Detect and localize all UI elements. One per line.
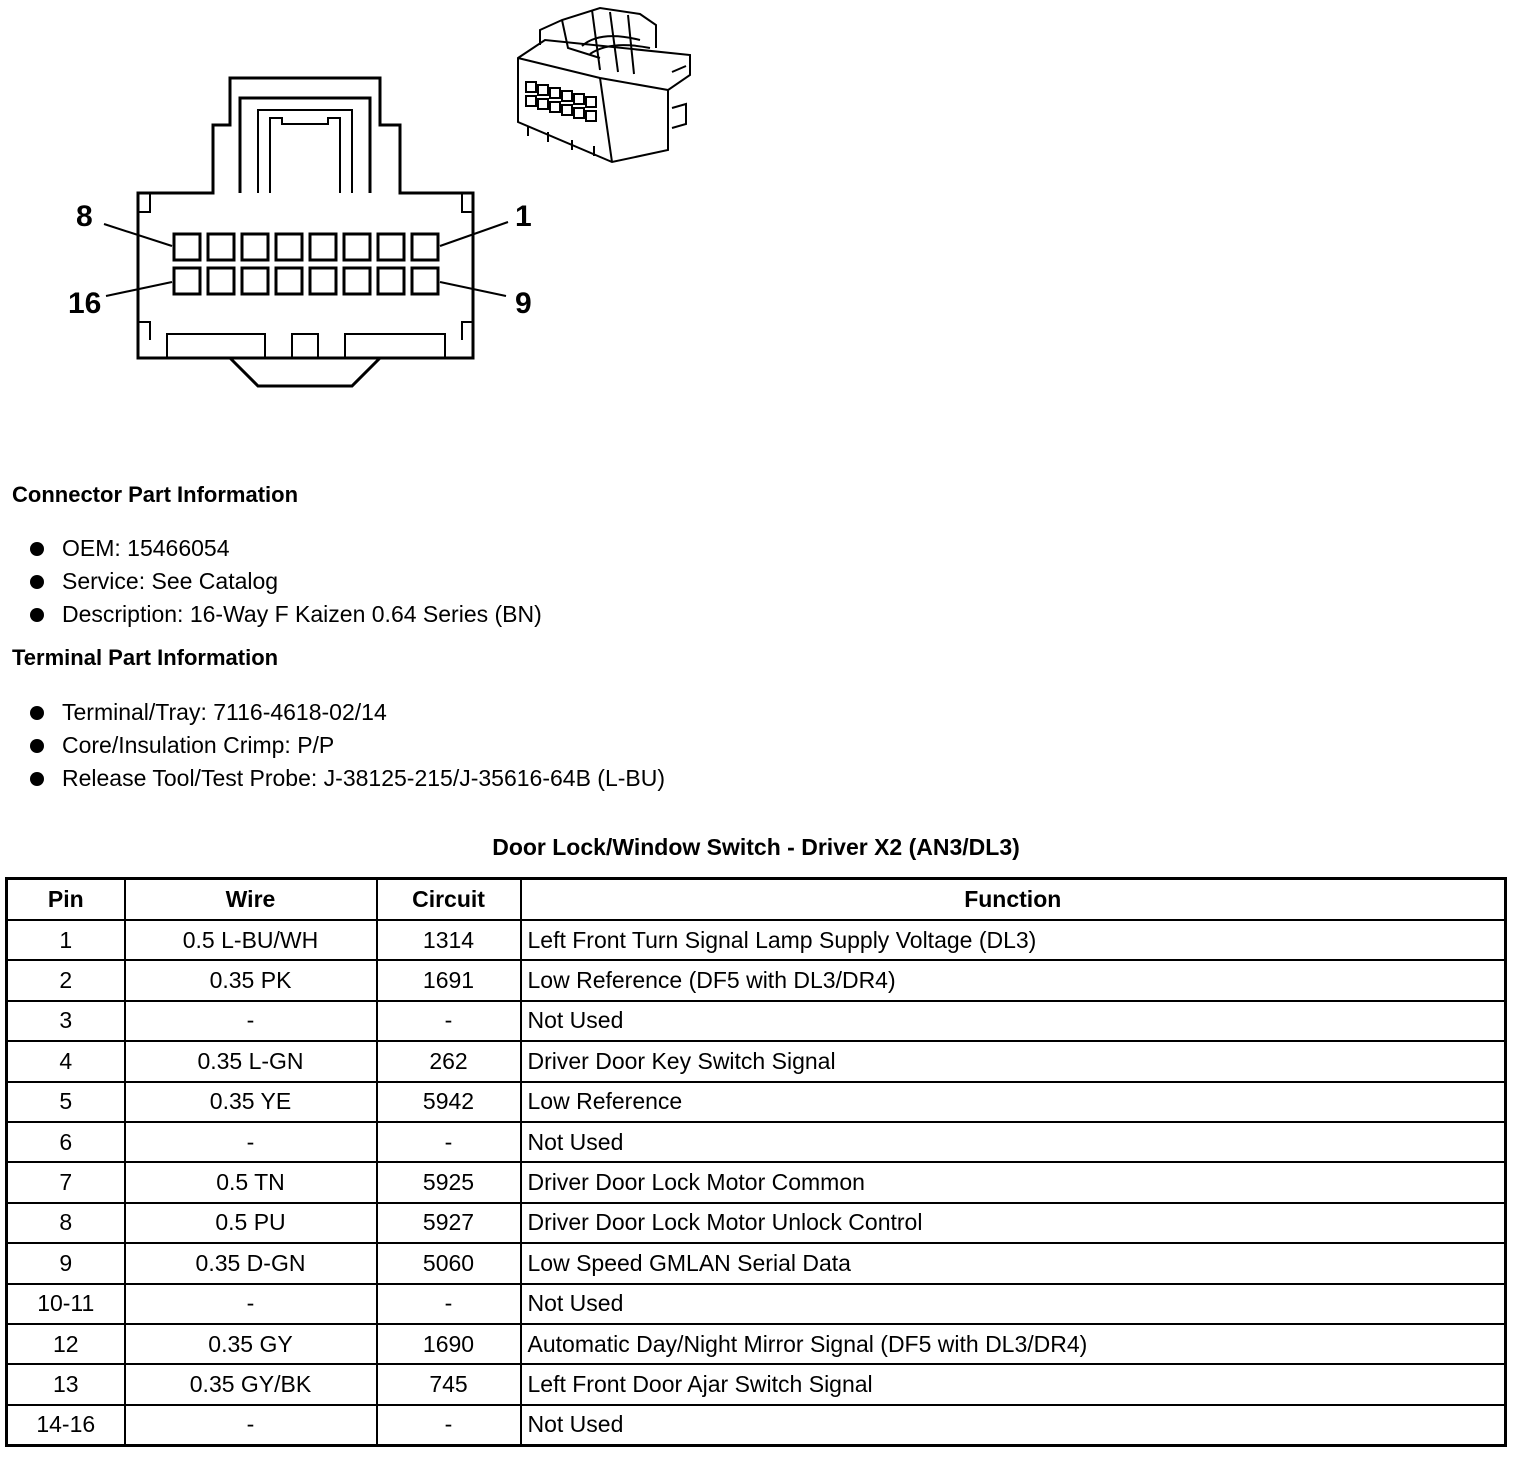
- terminal-info-heading: Terminal Part Information: [12, 645, 279, 670]
- list-item: Service: See Catalog: [30, 565, 542, 598]
- cell-pin: 3: [7, 1001, 125, 1041]
- cell-pin: 1: [7, 920, 125, 960]
- cell-pin: 10-11: [7, 1284, 125, 1324]
- cell-wire: 0.35 D-GN: [125, 1243, 377, 1283]
- table-row: [7, 1364, 1506, 1404]
- cell-pin: 12: [7, 1324, 125, 1364]
- cell-wire: 0.5 TN: [125, 1162, 377, 1202]
- table-row: [7, 1001, 1506, 1041]
- bullet-icon: [30, 575, 44, 589]
- bullet-icon: [30, 706, 44, 720]
- cell-circuit: 262: [377, 1041, 521, 1081]
- cell-pin: 7: [7, 1162, 125, 1202]
- cell-circuit: -: [377, 1284, 521, 1324]
- header-function: Function: [521, 879, 1506, 921]
- pin-leaders: [104, 222, 508, 296]
- connector-face: [138, 78, 473, 386]
- table-row: [7, 1405, 1506, 1446]
- header-pin: Pin: [7, 879, 125, 921]
- cell-function: Driver Door Lock Motor Unlock Control: [521, 1203, 1506, 1243]
- cell-wire: -: [125, 1284, 377, 1324]
- list-item: Description: 16-Way F Kaizen 0.64 Series (BN): [30, 598, 542, 631]
- table-row: [7, 1324, 1506, 1364]
- cell-function: Not Used: [521, 1405, 1506, 1446]
- cell-pin: 4: [7, 1041, 125, 1081]
- table-body: [7, 920, 1506, 1446]
- table-row: [7, 1122, 1506, 1162]
- cell-function: Low Reference (DF5 with DL3/DR4): [521, 960, 1506, 1000]
- pinout-table: [5, 877, 1507, 1447]
- table-header-row: [7, 879, 1506, 921]
- bullet-icon: [30, 772, 44, 786]
- cell-function: Left Front Door Ajar Switch Signal: [521, 1364, 1506, 1404]
- cell-circuit: -: [377, 1405, 521, 1446]
- cell-pin: 5: [7, 1082, 125, 1122]
- table-row: [7, 960, 1506, 1000]
- cell-wire: -: [125, 1122, 377, 1162]
- table-row: [7, 920, 1506, 960]
- cell-wire: 0.35 PK: [125, 960, 377, 1000]
- cell-wire: 0.5 PU: [125, 1203, 377, 1243]
- cell-circuit: -: [377, 1001, 521, 1041]
- header-wire: Wire: [125, 879, 377, 921]
- cell-function: Driver Door Lock Motor Common: [521, 1162, 1506, 1202]
- cell-pin: 2: [7, 960, 125, 1000]
- connector-3d-view: [518, 8, 690, 162]
- cell-circuit: 5060: [377, 1243, 521, 1283]
- cell-circuit: 1314: [377, 920, 521, 960]
- pin-label-9: 9: [515, 287, 532, 320]
- cell-wire: 0.35 YE: [125, 1082, 377, 1122]
- cell-circuit: 1691: [377, 960, 521, 1000]
- cell-pin: 9: [7, 1243, 125, 1283]
- cell-pin: 8: [7, 1203, 125, 1243]
- header-circuit: Circuit: [377, 879, 521, 921]
- cell-function: Left Front Turn Signal Lamp Supply Voltage (DL3): [521, 920, 1506, 960]
- cell-circuit: -: [377, 1122, 521, 1162]
- cell-wire: -: [125, 1405, 377, 1446]
- bullet-icon: [30, 739, 44, 753]
- cell-function: Low Speed GMLAN Serial Data: [521, 1243, 1506, 1283]
- cell-circuit: 1690: [377, 1324, 521, 1364]
- list-item: Terminal/Tray: 7116-4618-02/14: [30, 696, 665, 729]
- cell-function: Driver Door Key Switch Signal: [521, 1041, 1506, 1081]
- list-item: Release Tool/Test Probe: J-38125-215/J-35616-64B (L-BU): [30, 762, 665, 795]
- cell-wire: 0.35 GY: [125, 1324, 377, 1364]
- cell-pin: 6: [7, 1122, 125, 1162]
- cell-circuit: 745: [377, 1364, 521, 1404]
- cell-function: Automatic Day/Night Mirror Signal (DF5 with DL3/DR4): [521, 1324, 1506, 1364]
- cell-function: Low Reference: [521, 1082, 1506, 1122]
- terminal-info-list: [30, 696, 665, 795]
- bullet-icon: [30, 542, 44, 556]
- connector-diagram: [0, 0, 760, 420]
- connector-info-heading: Connector Part Information: [12, 482, 299, 507]
- cell-function: Not Used: [521, 1284, 1506, 1324]
- cell-pin: 13: [7, 1364, 125, 1404]
- cell-function: Not Used: [521, 1001, 1506, 1041]
- cell-circuit: 5942: [377, 1082, 521, 1122]
- table-title: Door Lock/Window Switch - Driver X2 (AN3/DL3): [492, 834, 1020, 860]
- pin-label-8: 8: [76, 200, 93, 233]
- table-row: [7, 1082, 1506, 1122]
- cell-circuit: 5925: [377, 1162, 521, 1202]
- list-item: Core/Insulation Crimp: P/P: [30, 729, 665, 762]
- cell-circuit: 5927: [377, 1203, 521, 1243]
- list-item: OEM: 15466054: [30, 532, 542, 565]
- pin-label-1: 1: [515, 200, 532, 233]
- cell-wire: 0.35 GY/BK: [125, 1364, 377, 1404]
- cell-wire: 0.5 L-BU/WH: [125, 920, 377, 960]
- cell-pin: 14-16: [7, 1405, 125, 1446]
- cell-wire: 0.35 L-GN: [125, 1041, 377, 1081]
- table-row: [7, 1203, 1506, 1243]
- cell-function: Not Used: [521, 1122, 1506, 1162]
- pin-cavities: [174, 234, 438, 294]
- table-row: [7, 1284, 1506, 1324]
- table-row: [7, 1162, 1506, 1202]
- bullet-icon: [30, 608, 44, 622]
- pin-label-16: 16: [68, 287, 102, 320]
- connector-info-list: [30, 532, 542, 631]
- table-row: [7, 1243, 1506, 1283]
- table-row: [7, 1041, 1506, 1081]
- cell-wire: -: [125, 1001, 377, 1041]
